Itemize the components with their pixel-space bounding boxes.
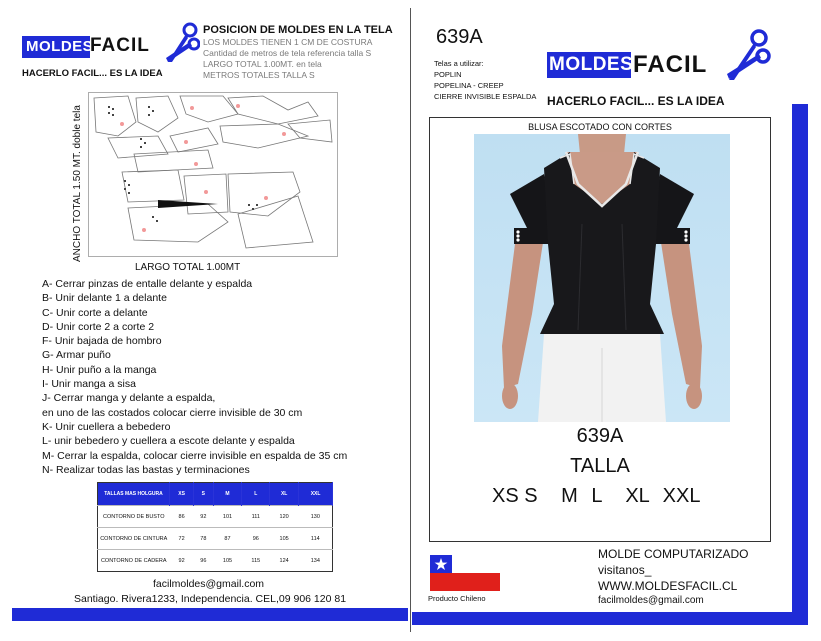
length-label: LARGO TOTAL 1.00MT [135, 262, 241, 273]
fabrics-info [434, 58, 536, 102]
contact-line: visitanos_ [598, 563, 652, 577]
table-header-cell: L [242, 483, 270, 506]
table-cell: CONTORNO DE CINTURA [98, 528, 170, 550]
brand-tagline: HACERLO FACIL... ES LA IDEA [547, 94, 725, 108]
table-cell: CONTORNO DE BUSTO [98, 506, 170, 528]
table-cell: 92 [194, 506, 213, 528]
table-cell: 72 [170, 528, 194, 550]
step-item: F- Unir bajada de hombro [42, 335, 162, 348]
scissors-icon [725, 28, 771, 84]
contact-line: MOLDE COMPUTARIZADO [598, 547, 749, 561]
step-item: H- Unir puño a la manga [42, 363, 157, 376]
table-cell: CONTORNO DE CADERA [98, 550, 170, 572]
blouse-model-illustration [474, 134, 730, 422]
table-header-cell: XL [270, 483, 299, 506]
size-label: M [561, 485, 578, 507]
table-cell: 114 [299, 528, 333, 550]
position-line: Cantidad de metros de tela referencia talla S [203, 48, 372, 58]
scissors-icon [164, 22, 200, 66]
brand-word-moldes: MOLDES [26, 38, 94, 55]
position-line: METROS TOTALES TALLA S [203, 70, 315, 80]
fabric-line: CIERRE INVISIBLE ESPALDA [434, 92, 537, 101]
product-photo [474, 134, 730, 422]
table-header-cell: S [194, 483, 213, 506]
size-label: XS [492, 485, 519, 507]
model-code-top: 639A [436, 26, 483, 48]
position-line: LARGO TOTAL 1.00MT. en tela [203, 59, 322, 69]
brand-word-moldes: MOLDES [549, 54, 634, 75]
table-cell: 115 [242, 550, 270, 572]
step-item: J- Cerrar manga y delante a espalda, [42, 392, 216, 405]
brand-word-facil: FACIL [633, 51, 708, 78]
website-link[interactable]: WWW.MOLDESFACIL.CL [598, 579, 738, 593]
product-photo-frame [429, 117, 771, 542]
photo-caption: BLUSA ESCOTADO CON CORTES [528, 122, 672, 132]
fabric-line: POPELINA - CREEP [434, 81, 504, 90]
footer-email: facilmoldes@gmail.com [153, 578, 265, 590]
footer-address: Santiago. Rivera1233, Independencia. CEL,09 906 120 81 [74, 593, 347, 605]
table-row [98, 550, 333, 572]
table-cell: 96 [194, 550, 213, 572]
talla-label: TALLA [570, 455, 630, 477]
table-row [98, 528, 333, 550]
assembly-steps [42, 277, 402, 477]
brand-logo-right [545, 28, 785, 110]
step-item: D- Unir corte 2 a corte 2 [42, 320, 155, 333]
step-item: A- Cerrar pinzas de entalle delante y espalda [42, 278, 253, 290]
size-label: XL [625, 485, 650, 507]
table-cell: 130 [299, 506, 333, 528]
fabric-line: Telas a utilizar: [434, 59, 484, 68]
step-item: L- unir bebedero y cuellera a escote delante y espalda [42, 435, 295, 448]
step-item: B- Unir delante 1 a delante [42, 292, 167, 305]
table-cell: 78 [194, 528, 213, 550]
size-measurements-table [97, 482, 333, 572]
brand-word-facil: FACIL [90, 35, 150, 56]
page-divider [410, 8, 411, 632]
contact-info [598, 546, 748, 608]
step-item: C- Unir corte a delante [42, 306, 148, 319]
brand-tagline: HACERLO FACIL... ES LA IDEA [22, 68, 163, 79]
pattern-layout-diagram [88, 92, 338, 257]
table-header-row [98, 483, 333, 506]
fabric-line: POPLIN [434, 70, 462, 79]
table-cell: 105 [270, 528, 299, 550]
blue-bar-right [412, 612, 808, 625]
brand-logo-left [22, 22, 202, 84]
table-cell: 134 [299, 550, 333, 572]
step-item: K- Unir cuellera a bebedero [42, 420, 171, 433]
flag-label: Producto Chileno [428, 594, 486, 603]
table-header-cell: XXL [299, 483, 333, 506]
step-item: I- Unir manga a sisa [42, 378, 136, 391]
table-cell: 96 [242, 528, 270, 550]
step-item: G- Armar puño [42, 349, 111, 362]
model-code: 639A [576, 425, 624, 447]
size-label: S [524, 485, 538, 507]
table-header-cell: M [213, 483, 242, 506]
table-header-cell: XS [170, 483, 194, 506]
width-label: ANCHO TOTAL 1.50 MT. doble tela [72, 105, 83, 262]
blue-bar-left [12, 608, 408, 621]
step-item: M- Cerrar la espalda, colocar cierre invisible en espalda de 35 cm [42, 449, 348, 462]
table-cell: 92 [170, 550, 194, 572]
position-line: LOS MOLDES TIENEN 1 CM DE COSTURA [203, 37, 373, 47]
table-cell: 101 [213, 506, 242, 528]
position-title: POSICION DE MOLDES EN LA TELA [203, 24, 393, 36]
table-cell: 120 [270, 506, 299, 528]
size-label: XXL [662, 485, 701, 507]
table-row [98, 506, 333, 528]
table-cell: 105 [213, 550, 242, 572]
chile-flag-icon [430, 555, 500, 591]
sizes-list [492, 485, 700, 508]
email-link[interactable]: facilmoldes@gmail.com [598, 595, 704, 606]
step-item: en uno de las costados colocar cierre invisible de 30 cm [42, 406, 303, 419]
table-cell: 124 [270, 550, 299, 572]
table-cell: 111 [242, 506, 270, 528]
blue-bar-vertical [792, 104, 808, 624]
table-cell: 86 [170, 506, 194, 528]
fabric-position-info [203, 24, 413, 81]
size-label: L [591, 485, 602, 507]
table-header-cell: TALLAS MAS HOLGURA [98, 483, 170, 506]
table-cell: 87 [213, 528, 242, 550]
step-item: N- Realizar todas las bastas y terminaciones [42, 463, 250, 476]
